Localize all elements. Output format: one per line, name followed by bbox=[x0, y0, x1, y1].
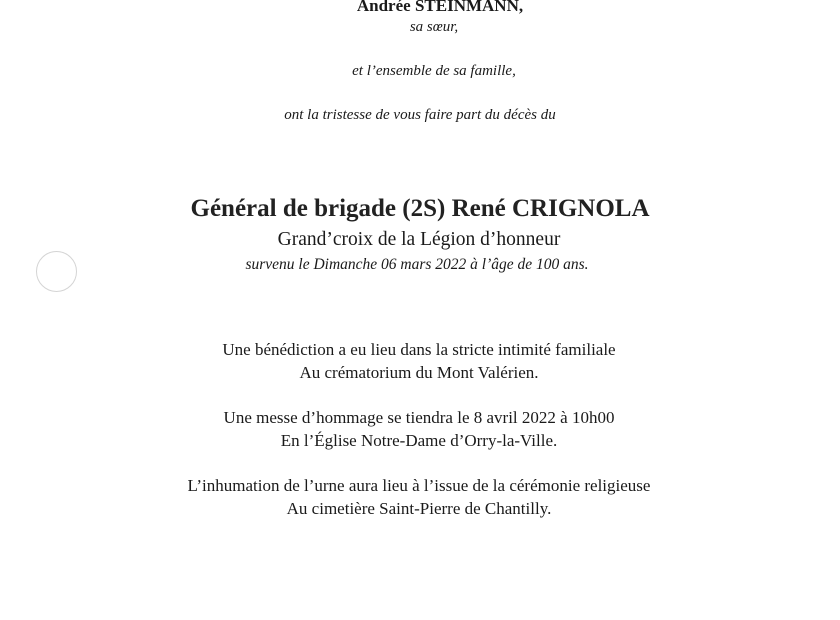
honor-title: Grand’croix de la Légion d’honneur bbox=[277, 229, 561, 250]
deceased-name: Général de brigade (2S) René CRIGNOLA bbox=[190, 195, 650, 222]
ceremony-line: Au cimetière Saint-Pierre de Chantilly. bbox=[286, 499, 552, 518]
ceremony-line: Une messe d’hommage se tiendra le 8 avril 2022 à 10h00 bbox=[223, 408, 615, 427]
death-info: survenu le Dimanche 06 mars 2022 à l’âge de 100 ans. bbox=[245, 256, 589, 273]
announcement-text: ont la tristesse de vous faire part du décès du bbox=[284, 107, 556, 123]
ceremony-mass bbox=[0, 406, 839, 452]
ceremony-line: L’inhumation de l’urne aura lieu à l’issue de la cérémonie religieuse bbox=[187, 476, 651, 495]
ceremony-burial bbox=[0, 474, 839, 520]
family-member-name: Andrée STEINMANN, bbox=[356, 0, 524, 15]
ceremony-line: Une bénédiction a eu lieu dans la stricte intimité familiale bbox=[222, 340, 616, 359]
family-member-relation: sa sœur, bbox=[409, 19, 459, 35]
ceremony-blessing bbox=[0, 338, 839, 384]
family-line: et l’ensemble de sa famille, bbox=[352, 63, 516, 79]
ceremony-line: En l’Église Notre-Dame d’Orry-la-Ville. bbox=[280, 431, 558, 450]
ceremony-line: Au crématorium du Mont Valérien. bbox=[299, 363, 539, 382]
circle-handle-button[interactable] bbox=[36, 251, 77, 292]
